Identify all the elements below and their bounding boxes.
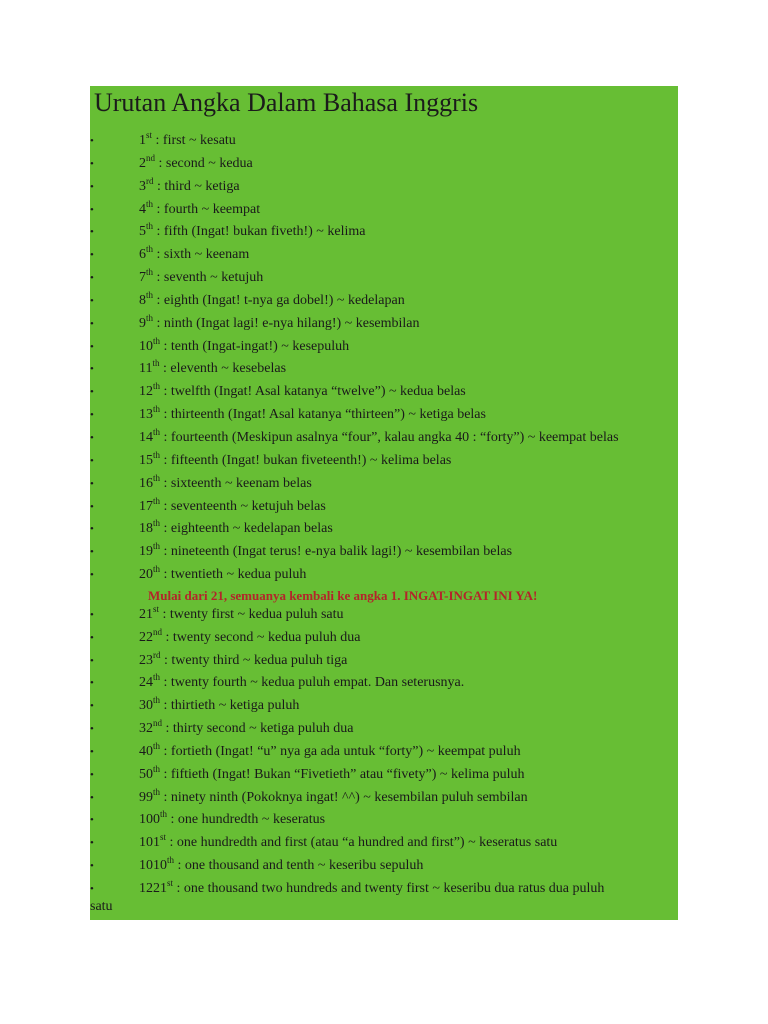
ordinal-number (139, 130, 153, 148)
ordinal-description: : twenty fourth ~ kedua puluh empat. Dan seterusnya. (160, 675, 465, 691)
ordinal-suffix: th (146, 198, 154, 209)
ordinal-description: : third ~ ketiga (153, 178, 240, 194)
item-text (139, 518, 333, 540)
ordinal-number (139, 541, 161, 560)
list-item (90, 313, 537, 336)
bullet-icon: • (90, 608, 94, 621)
ordinal-number (139, 152, 155, 171)
ordinal-description: : twelfth (Ingat! Asal katanya “twelve”) ~ kedua belas (160, 384, 466, 400)
ordinal-description: : one thousand two hundreds and twenty first ~ keseribu dua ratus dua puluh (173, 881, 605, 896)
ordinal-suffix: th (153, 763, 161, 774)
ordinal-suffix: th (153, 472, 161, 483)
bullet-icon: • (90, 477, 94, 490)
ordinal-description: : fourteenth (Meskipun asalnya “four”, kalau angka 40 : “forty”) ~ keempat belas (160, 429, 619, 445)
number-value: 1221 (139, 881, 167, 896)
item-text (139, 473, 312, 495)
list-item (90, 627, 537, 650)
item-text (139, 313, 420, 335)
bullet-icon: • (90, 814, 94, 827)
number-value: 17 (139, 498, 153, 514)
bullet-icon: • (90, 249, 94, 262)
ordinal-number (139, 695, 161, 714)
ordinal-suffix: nd (153, 626, 162, 637)
list-item (90, 404, 537, 427)
bullet-icon: • (90, 180, 94, 193)
list-item (90, 153, 537, 176)
number-value: 19 (139, 544, 153, 560)
ordinal-suffix: st (146, 130, 153, 140)
ordinal-description: : seventeenth ~ ketujuh belas (160, 498, 326, 514)
bullet-icon: • (90, 363, 94, 376)
item-text (139, 221, 365, 243)
item-text (139, 541, 512, 563)
ordinal-suffix: th (146, 289, 154, 300)
ordinal-number (139, 267, 154, 286)
list-item (90, 672, 537, 695)
ordinal-suffix: th (153, 786, 161, 797)
ordinal-suffix: th (153, 426, 161, 437)
number-value: 18 (139, 521, 153, 537)
bullet-icon: • (90, 700, 94, 713)
ordinal-description: : twenty third ~ kedua puluh tiga (160, 652, 348, 668)
ordinal-description: : fifteenth (Ingat! bukan fiveteenth!) ~ kelima belas (160, 452, 452, 468)
number-value: 6 (139, 247, 146, 263)
item-text (139, 381, 466, 403)
ordinal-description: : sixteenth ~ keenam belas (160, 475, 312, 491)
list-item (90, 244, 537, 267)
ordinal-description: : eleventh ~ kesebelas (159, 361, 287, 377)
ordinal-suffix: th (146, 267, 154, 278)
ordinal-list (90, 130, 619, 914)
bullet-icon: • (90, 409, 94, 422)
list-item (90, 650, 537, 673)
number-value: 21 (139, 606, 153, 622)
ordinal-description: : eighteenth ~ kedelapan belas (160, 521, 333, 537)
number-value: 8 (139, 292, 146, 308)
ordinal-number (139, 564, 161, 583)
ordinal-number (139, 649, 161, 668)
list-item (90, 130, 537, 153)
ordinal-description: : one hundredth and first (atau “a hundred and first”) ~ keseratus satu (166, 835, 558, 851)
ordinal-description: : fifth (Ingat! bukan fiveth!) ~ kelima (153, 224, 366, 240)
ordinal-suffix: th (167, 855, 175, 866)
list-item (90, 176, 537, 199)
ordinal-description: : twentieth ~ kedua puluh (160, 567, 307, 583)
item-text (139, 153, 253, 175)
number-value: 32 (139, 721, 153, 737)
list-item (90, 473, 537, 496)
bullet-icon: • (90, 654, 94, 667)
ordinal-suffix: th (153, 381, 161, 392)
bullet-icon: • (90, 523, 94, 536)
ordinal-description: : thirtieth ~ ketiga puluh (160, 698, 300, 714)
item-text (139, 787, 528, 809)
item-text (139, 267, 263, 289)
ordinal-number (139, 626, 162, 645)
number-value: 1010 (139, 858, 167, 874)
number-value: 1 (139, 133, 146, 148)
bullet-icon: • (90, 431, 94, 444)
number-value: 100 (139, 812, 160, 828)
ordinal-number (139, 832, 167, 851)
ordinal-number (139, 358, 160, 377)
list-item (90, 450, 537, 473)
bullet-icon: • (90, 569, 94, 582)
bullet-icon: • (90, 837, 94, 850)
number-value: 2 (139, 155, 146, 171)
ordinal-suffix: th (153, 335, 161, 346)
ordinal-suffix: th (146, 221, 154, 232)
list-item (90, 604, 537, 627)
item-text (139, 809, 325, 831)
ordinal-number (139, 763, 161, 782)
ordinal-number (139, 426, 161, 445)
item-text (139, 358, 286, 380)
list-item (90, 221, 537, 244)
number-value: 22 (139, 629, 153, 645)
ordinal-suffix: nd (146, 152, 155, 163)
ordinal-number (139, 472, 161, 491)
ordinal-number (139, 198, 154, 217)
bullet-icon: • (90, 294, 94, 307)
item-text (139, 450, 451, 472)
item-text (139, 672, 464, 694)
number-value: 24 (139, 675, 153, 691)
item-text (139, 718, 353, 740)
ordinal-suffix: th (153, 695, 161, 706)
number-value: 12 (139, 384, 153, 400)
ordinal-number (139, 312, 154, 331)
bullet-icon: • (90, 546, 94, 559)
bullet-icon: • (90, 272, 94, 285)
ordinal-number (139, 289, 154, 308)
ordinal-suffix: rd (146, 175, 154, 186)
ordinal-suffix: th (153, 495, 161, 506)
bullet-icon: • (90, 317, 94, 330)
number-value: 9 (139, 315, 146, 331)
ordinal-description: : nineteenth (Ingat terus! e-nya balik lagi!) ~ kesembilan belas (160, 544, 513, 560)
bullet-icon: • (90, 860, 94, 873)
number-value: 23 (139, 652, 153, 668)
ordinal-number (139, 855, 175, 874)
item-text (139, 290, 405, 312)
green-content-panel (90, 86, 678, 920)
ordinal-description: : first ~ kesatu (152, 133, 236, 148)
item-text (139, 199, 260, 221)
number-value: 3 (139, 178, 146, 194)
ordinal-number (139, 672, 161, 691)
ordinal-description: : thirty second ~ ketiga puluh dua (162, 721, 354, 737)
number-value: 5 (139, 224, 146, 240)
ordinal-suffix: th (153, 672, 161, 683)
item-text (139, 604, 344, 626)
ordinal-number (139, 495, 161, 514)
number-value: 101 (139, 835, 160, 851)
ordinal-suffix: th (153, 404, 161, 415)
ordinal-number (139, 335, 161, 354)
ordinal-description: : eighth (Ingat! t-nya ga dobel!) ~ kedelapan (153, 292, 405, 308)
number-value: 7 (139, 270, 146, 286)
item-text (139, 878, 604, 900)
ordinal-number (139, 786, 161, 805)
ordinal-suffix: th (153, 449, 161, 460)
bullet-icon: • (90, 631, 94, 644)
ordinal-number (139, 603, 160, 622)
list-item (90, 518, 537, 541)
ordinal-suffix: st (167, 878, 174, 888)
wrapped-text-continuation: satu (90, 899, 113, 914)
ordinal-description: : second ~ kedua (155, 155, 253, 171)
item-text (139, 336, 349, 358)
item-text (139, 695, 299, 717)
list-item (90, 718, 537, 741)
list-item (90, 832, 558, 855)
bullet-icon: • (90, 157, 94, 170)
list-item (90, 358, 537, 381)
number-value: 15 (139, 452, 153, 468)
ordinal-suffix: th (153, 541, 161, 552)
ordinal-suffix: th (146, 244, 154, 255)
ordinal-suffix: th (153, 518, 161, 529)
number-value: 13 (139, 407, 153, 423)
ordinal-number (139, 175, 154, 194)
list-item (90, 564, 537, 587)
ordinal-number (139, 718, 162, 737)
ordinal-number (139, 518, 161, 537)
ordinal-suffix: th (153, 740, 161, 751)
ordinal-suffix: th (146, 312, 154, 323)
bullet-icon: • (90, 135, 94, 147)
ordinal-description: : seventh ~ ketujuh (153, 270, 264, 286)
list-item (90, 787, 537, 810)
item-text (139, 427, 619, 449)
bullet-icon: • (90, 340, 94, 353)
ordinal-description: : one hundredth ~ keseratus (167, 812, 326, 828)
item-text (139, 650, 347, 672)
number-value: 11 (139, 361, 153, 377)
item-text (139, 627, 360, 649)
bullet-icon: • (90, 791, 94, 804)
item-text (139, 564, 306, 586)
item-text (139, 244, 249, 266)
item-text (139, 741, 521, 763)
list-item (90, 290, 537, 313)
list-item (90, 199, 537, 222)
number-value: 40 (139, 743, 153, 759)
bullet-icon: • (90, 500, 94, 513)
ordinal-description: : twenty second ~ kedua puluh dua (162, 629, 361, 645)
ordinal-description: : fourth ~ keempat (153, 201, 261, 217)
item-text (139, 176, 240, 198)
list-item (90, 695, 537, 718)
list-item (90, 496, 537, 519)
ordinal-suffix: nd (153, 718, 162, 729)
list-item (90, 809, 537, 832)
ordinal-description: : one thousand and tenth ~ keseribu sepuluh (174, 858, 424, 874)
ordinal-suffix: rd (153, 649, 161, 660)
ordinal-suffix: th (153, 564, 161, 575)
number-value: 99 (139, 789, 153, 805)
list-item (90, 267, 537, 290)
ordinal-number (139, 740, 161, 759)
ordinal-suffix: th (152, 358, 160, 369)
list-item (90, 741, 537, 764)
bullet-icon: • (90, 454, 94, 467)
ordinal-description: : ninety ninth (Pokoknya ingat! ^^) ~ kesembilan puluh sembilan (160, 789, 528, 805)
ordinal-number (139, 381, 161, 400)
list-item (90, 426, 619, 450)
ordinal-number (139, 449, 161, 468)
item-text (139, 855, 423, 877)
item-text (139, 130, 236, 152)
ordinal-number (139, 878, 174, 896)
ordinal-number (139, 809, 168, 828)
bullet-icon: • (90, 723, 94, 736)
list-item (90, 541, 537, 564)
page-title: Urutan Angka Dalam Bahasa Inggris (94, 88, 479, 117)
bullet-icon: • (90, 677, 94, 690)
item-text (139, 832, 557, 854)
reminder-note: Mulai dari 21, semuanya kembali ke angka 1. INGAT-INGAT INI YA! (148, 587, 538, 603)
bullet-icon: • (90, 745, 94, 758)
bullet-icon: • (90, 768, 94, 781)
item-text (139, 764, 524, 786)
list-item (90, 855, 537, 878)
ordinal-suffix: th (160, 809, 168, 820)
ordinal-description: : twenty first ~ kedua puluh satu (159, 606, 344, 622)
ordinal-description: : thirteenth (Ingat! Asal katanya “thirteen”) ~ ketiga belas (160, 407, 486, 423)
bullet-icon: • (90, 226, 94, 239)
bullet-icon: • (90, 386, 94, 399)
list-item (90, 336, 537, 359)
bullet-icon: • (90, 883, 94, 895)
number-value: 16 (139, 475, 153, 491)
ordinal-description: : sixth ~ keenam (153, 247, 250, 263)
item-text (139, 496, 326, 518)
ordinal-number (139, 244, 154, 263)
ordinal-description: : fiftieth (Ingat! Bukan “Fivetieth” atau “fivety”) ~ kelima puluh (160, 766, 525, 782)
number-value: 20 (139, 567, 153, 583)
number-value: 4 (139, 201, 146, 217)
bullet-icon: • (90, 203, 94, 216)
number-value: 30 (139, 698, 153, 714)
ordinal-description: : tenth (Ingat-ingat!) ~ kesepuluh (160, 338, 350, 354)
ordinal-description: : ninth (Ingat lagi! e-nya hilang!) ~ kesembilan (153, 315, 420, 331)
number-value: 14 (139, 429, 153, 445)
ordinal-description: : fortieth (Ingat! “u” nya ga ada untuk “forty”) ~ keempat puluh (160, 743, 521, 759)
number-value: 50 (139, 766, 153, 782)
list-item (90, 381, 537, 404)
ordinal-suffix: st (160, 832, 167, 843)
list-item (90, 764, 537, 787)
number-value: 10 (139, 338, 153, 354)
list-item (90, 878, 605, 914)
ordinal-number (139, 404, 161, 423)
ordinal-number (139, 221, 154, 240)
item-text (139, 404, 486, 426)
ordinal-suffix: st (153, 603, 160, 614)
